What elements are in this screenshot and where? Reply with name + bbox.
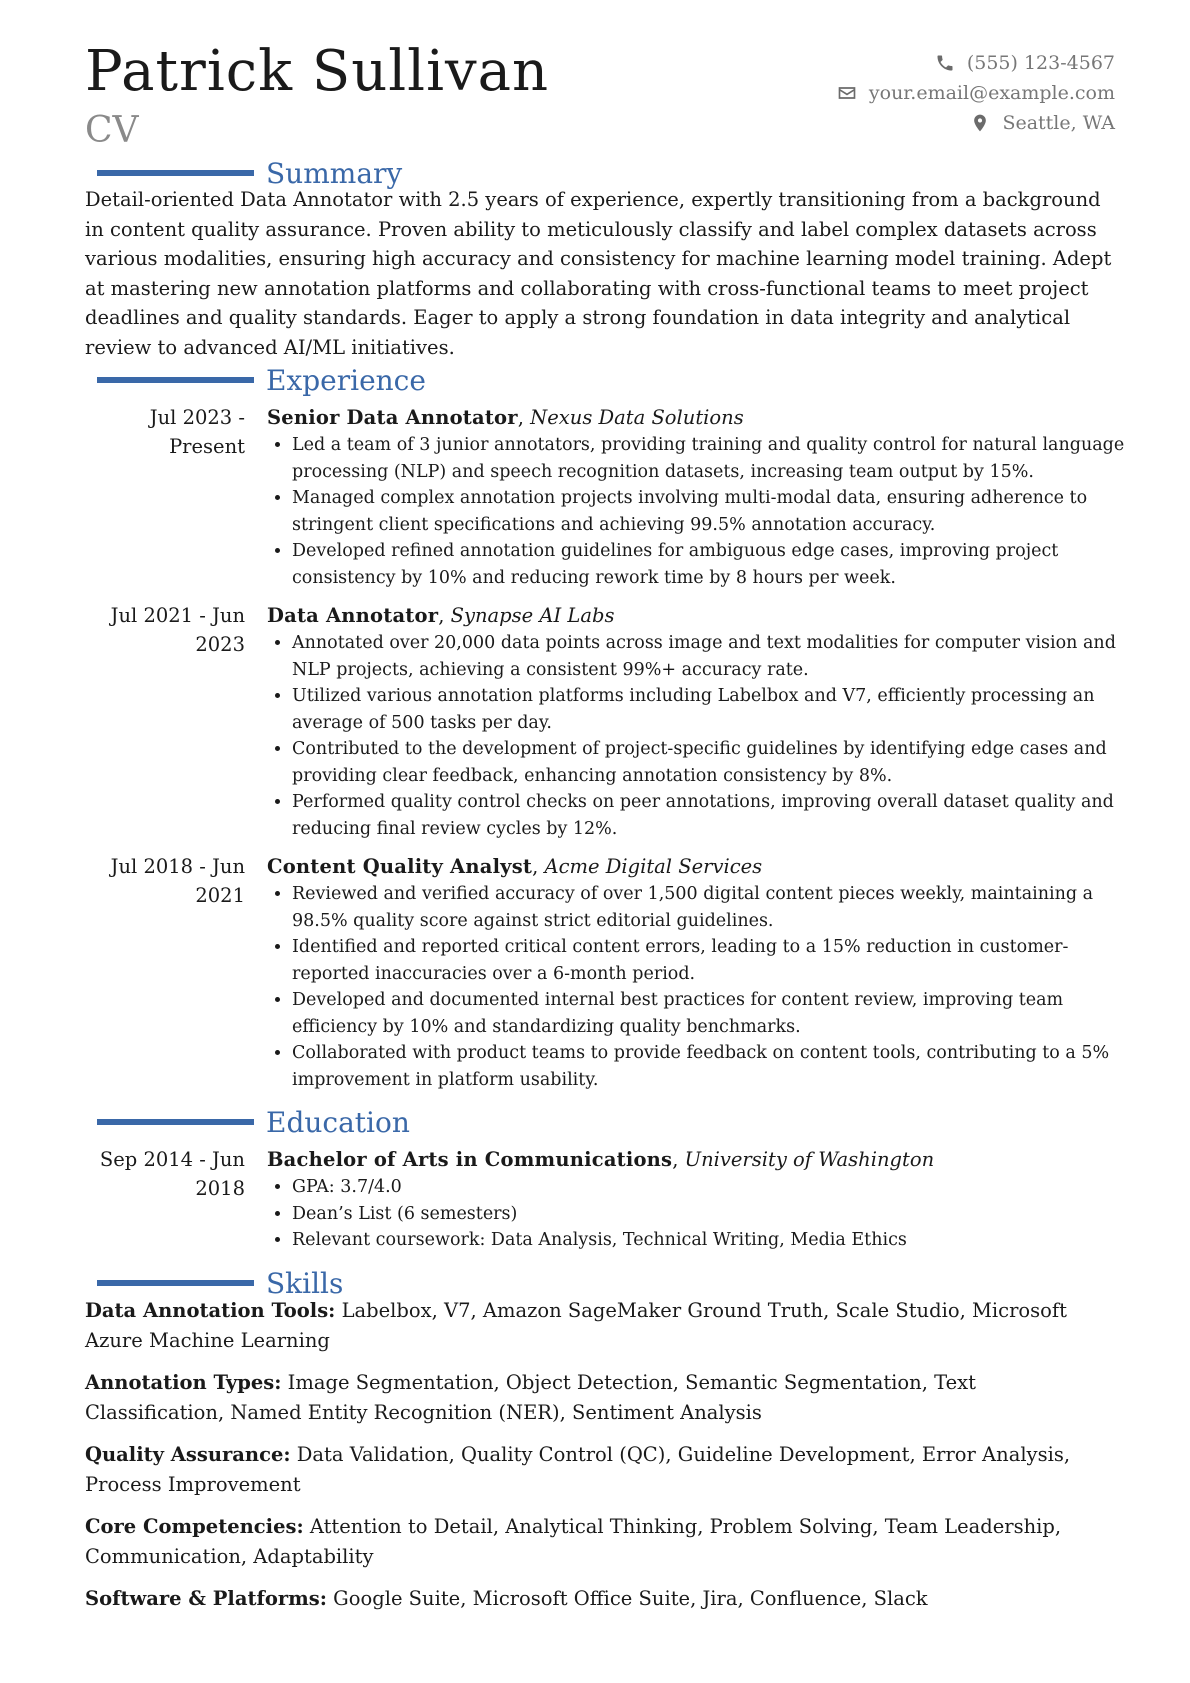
contact-location <box>837 108 1115 138</box>
list-item: • Performed quality control checks on peer annotations, improving overall dataset quality and reducing final review cycles by 12%. <box>292 789 1130 842</box>
section-education-heading <box>97 1104 410 1140</box>
skill-value: Google Suite, Microsoft Office Suite, Jira, Confluence, Slack <box>333 1587 928 1610</box>
entry-bullets <box>267 432 1130 591</box>
section-title: Skills <box>266 1266 344 1300</box>
email-link[interactable]: your.email@example.com <box>868 82 1115 104</box>
skill-group <box>85 1440 1115 1499</box>
entry-org: Nexus Data Solutions <box>530 406 744 429</box>
phone-icon <box>935 53 955 73</box>
entry-heading: Senior Data Annotator, Nexus Data Solutions <box>267 406 744 429</box>
section-title: Summary <box>266 156 403 190</box>
skill-group <box>85 1512 1115 1571</box>
entry-body <box>267 601 1130 842</box>
skill-value: Image Segmentation, Object Detection, Semantic Segmentation, Text Classification, Named Entity Recognition (NER), Sentiment Analysis <box>85 1371 976 1424</box>
map-pin-icon <box>970 113 990 133</box>
section-title: Education <box>266 1105 410 1139</box>
summary-text: Detail-oriented Data Annotator with 2.5 years of experience, expertly transitioning from a background in content quality assurance. Proven ability to meticulously classify and label complex datasets across various modalities, ensuring high accuracy and consistency for machine learning model training. Adept at mastering new annotation platforms and collaborating with cross-functional teams to meet project deadlines and quality standards. Eager to apply a strong foundation in data integrity and analytical review to advanced AI/ML initiatives. <box>85 188 1112 359</box>
entry-heading: Data Annotator, Synapse AI Labs <box>267 604 615 627</box>
entry-title: Content Quality Analyst <box>267 855 533 878</box>
list-item: • Led a team of 3 junior annotators, providing training and quality control for natural language processing (NLP) and speech recognition datasets, increasing team output by 15%. <box>292 432 1130 485</box>
list-item: • Developed and documented internal best practices for content review, improving team efficiency by 10% and standardizing quality benchmarks. <box>292 987 1130 1040</box>
header <box>85 40 1115 160</box>
entry-date: Jul 2021 - Jun 2023 <box>110 604 245 656</box>
list-item: • Contributed to the development of project-specific guidelines by identifying edge cases and providing clear feedback, enhancing annotation consistency by 8%. <box>292 736 1130 789</box>
document-subtitle: CV <box>85 110 139 151</box>
contact-email <box>837 78 1115 108</box>
entry-date: Jul 2023 - Present <box>149 406 245 458</box>
list-item: • Annotated over 20,000 data points across image and text modalities for computer vision and NLP projects, achieving a consistent 99%+ accuracy rate. <box>292 630 1130 683</box>
entry-bullets <box>267 630 1130 842</box>
entry-heading: Bachelor of Arts in Communications, University of Washington <box>267 1148 935 1171</box>
entry-bullets <box>267 881 1130 1093</box>
list-item: • Identified and reported critical content errors, leading to a 15% reduction in customer-reported inaccuracies over a 6-month period. <box>292 934 1130 987</box>
entry-date: Jul 2018 - Jun 2021 <box>110 855 245 907</box>
skill-value: Attention to Detail, Analytical Thinking, Problem Solving, Team Leadership, Communication, Adaptability <box>85 1515 1062 1568</box>
location-text: Seattle, WA <box>1002 112 1115 134</box>
skill-label: Quality Assurance: <box>85 1443 291 1466</box>
entry-title: Bachelor of Arts in Communications <box>267 1148 673 1171</box>
list-item: • Managed complex annotation projects involving multi-modal data, ensuring adherence to stringent client specifications and achieving 99.5% annotation accuracy. <box>292 485 1130 538</box>
entry-org: University of Washington <box>684 1148 935 1171</box>
entry-org: Acme Digital Services <box>544 855 763 878</box>
entry-body <box>267 1145 1130 1254</box>
person-name: Patrick Sullivan <box>85 39 550 104</box>
list-item: • GPA: 3.7/4.0 <box>292 1174 1130 1201</box>
section-experience-heading <box>97 362 426 398</box>
section-divider <box>97 1119 254 1125</box>
skill-label: Annotation Types: <box>85 1371 282 1394</box>
skill-label: Software & Platforms: <box>85 1587 327 1610</box>
skill-group <box>85 1584 1115 1614</box>
entry-org: Synapse AI Labs <box>450 604 615 627</box>
entry-title: Data Annotator <box>267 604 439 627</box>
section-divider <box>97 377 254 383</box>
section-divider <box>97 170 254 176</box>
skill-group <box>85 1296 1115 1355</box>
contact-phone <box>837 48 1115 78</box>
list-item: • Dean’s List (6 semesters) <box>292 1201 1130 1228</box>
envelope-icon <box>837 83 857 103</box>
list-item: • Utilized various annotation platforms including Labelbox and V7, efficiently processing an average of 500 tasks per day. <box>292 683 1130 736</box>
entry-body <box>267 852 1130 1093</box>
list-item: • Collaborated with product teams to provide feedback on content tools, contributing to a 5% improvement in platform usability. <box>292 1040 1130 1093</box>
entry-bullets <box>267 1174 1130 1254</box>
section-title: Experience <box>266 363 426 397</box>
skill-label: Core Competencies: <box>85 1515 304 1538</box>
skill-value: Data Validation, Quality Control (QC), Guideline Development, Error Analysis, Process Improvement <box>85 1443 1071 1496</box>
list-item: • Relevant coursework: Data Analysis, Technical Writing, Media Ethics <box>292 1227 1130 1254</box>
skill-value: Labelbox, V7, Amazon SageMaker Ground Truth, Scale Studio, Microsoft Azure Machine Learning <box>85 1299 1067 1352</box>
phone-text[interactable]: (555) 123-4567 <box>966 52 1115 74</box>
list-item: • Developed refined annotation guidelines for ambiguous edge cases, improving project consistency by 10% and reducing rework time by 8 hours per week. <box>292 538 1130 591</box>
entry-heading: Content Quality Analyst, Acme Digital Services <box>267 855 763 878</box>
list-item: • Reviewed and verified accuracy of over 1,500 digital content pieces weekly, maintaining a 98.5% quality score against strict editorial guidelines. <box>292 881 1130 934</box>
entry-title: Senior Data Annotator <box>267 406 518 429</box>
section-divider <box>97 1280 254 1286</box>
skill-group <box>85 1368 1115 1427</box>
skill-label: Data Annotation Tools: <box>85 1299 336 1322</box>
contact-block <box>837 48 1115 138</box>
entry-date: Sep 2014 - Jun 2018 <box>99 1148 245 1200</box>
entry-body <box>267 403 1130 591</box>
